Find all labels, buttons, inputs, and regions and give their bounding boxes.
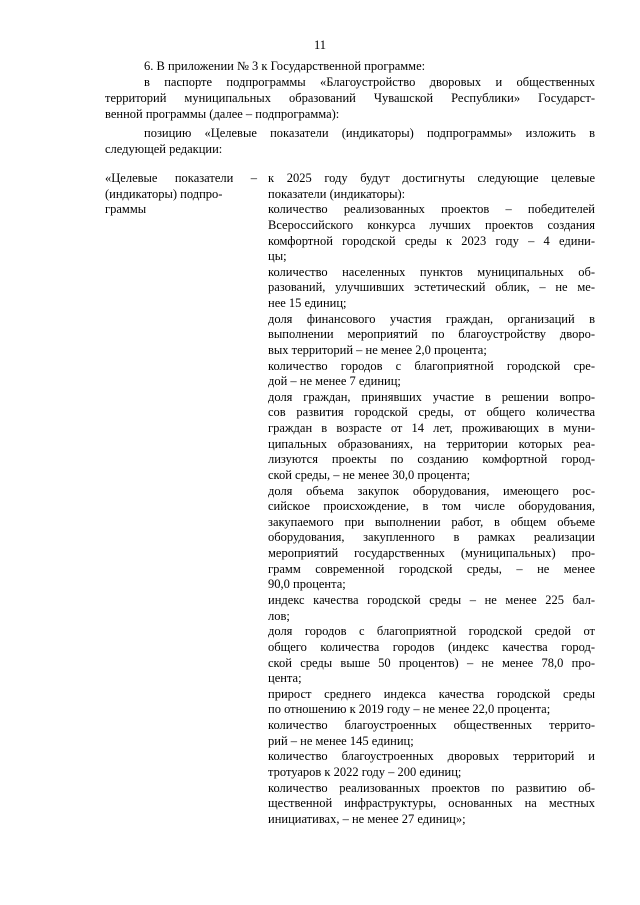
indicator-text-line: ской среды выше 50 процентов) – не менее 78,0 про- [268,655,595,670]
intro-line: 6. В приложении № 3 к Государственной программе: [144,59,426,73]
indicator-text-line: ской среды, – не менее 30,0 процента; [268,467,471,482]
indicator-heading-line: (индикаторы) подпро- [105,186,223,201]
indicator-text-line: закупаемого при выполнении работ, в общем объеме [268,514,595,529]
indicator-text-line: количество реализованных проектов – победителей [268,202,595,217]
indicator-text-line: нее 15 единиц; [268,296,347,311]
indicator-text-line: грамм современной городской среды, – не менее [268,561,595,576]
indicator-heading-line: граммы [105,202,147,217]
indicator-text-line: мероприятий государственных (муниципальных) про- [268,546,595,561]
indicator-text-line: доля граждан, принявших участие в решении вопро- [268,389,595,404]
indicator-text-line: выполнении мероприятий по благоустройству дворо- [268,327,595,342]
indicator-text-line: оборудования, закупленного в рамках реализации [268,530,595,545]
indicator-text-line: лов; [268,608,290,623]
indicator-text-line: граждан в возрасте от 14 лет, проживающих в муни- [268,421,595,436]
indicator-text-line: вых территорий – не менее 2,0 процента; [268,342,487,357]
indicator-text-line: сов развития городской среды, от общего количества [268,405,595,420]
intro-line: венной программы (далее – подпрограмма): [105,107,340,121]
indicator-text-line: доля объема закупок оборудования, имеющего рос- [268,483,595,498]
indicator-text-line: количество реализованных проектов по развитию об- [268,780,595,795]
indicator-text-line: количество благоустроенных общественных террито- [268,718,595,733]
indicator-text-line: прирост среднего индекса качества городской среды [268,686,595,701]
indicator-heading-line: «Целевые показатели – [105,171,257,185]
indicator-text-line: рий – не менее 145 единиц; [268,733,414,748]
indicator-text-line: Всероссийского конкурса лучших проектов создания [268,217,595,232]
indicator-text-line: дой – не менее 7 единиц; [268,374,401,389]
indicator-text-line: индекс качества городской среды – не менее 225 бал- [268,593,595,607]
indicator-text-line: показатели (индикаторы): [268,186,406,201]
page-number: 11 [313,38,327,52]
indicator-text-line: цента; [268,671,302,686]
indicator-text-line: щественной инфраструктуры, основанных на местных [268,796,595,811]
indicator-text-line: доля финансового участия граждан, организаций в [268,311,595,326]
indicator-text-line: 90,0 процента; [268,577,346,592]
indicator-text-line: комфортной городской среды к 2023 году – 4 едини- [268,233,595,248]
indicator-text-line: ципальных образованиях, на территории которых реа- [268,436,595,451]
indicator-text-line: инициативах, – не менее 27 единиц»; [268,811,466,826]
indicator-text-line: к 2025 году будут достигнуты следующие целевые [268,171,595,185]
intro-line: в паспорте подпрограммы «Благоустройство дворовых и общественных [144,75,595,89]
indicator-text-line: сийское происхождение, в том числе оборудования, [268,499,595,514]
indicator-text-line: по отношению к 2019 году – не менее 22,0 процента; [268,702,551,717]
indicator-text-line: доля городов с благоприятной городской средой от [268,624,595,639]
indicator-text-line: количество населенных пунктов муниципальных об- [268,264,595,279]
intro-line: позицию «Целевые показатели (индикаторы) подпрограммы» изложить в [144,126,595,140]
indicator-text-line: количество благоустроенных дворовых территорий и [268,749,595,764]
indicator-text-line: количество городов с благоприятной городской сре- [268,358,595,373]
indicator-text-line: разований, улучшивших эстетический облик, – не ме- [268,280,595,295]
intro-line: территорий муниципальных образований Чувашской Республики» Государст- [105,91,595,105]
indicator-text-line: цы; [268,249,287,264]
indicator-text-line: лизуются проекты по созданию комфортной город- [268,452,595,467]
intro-line: следующей редакции: [105,142,223,156]
indicator-text-line: тротуаров к 2022 году – 200 единиц; [268,764,462,779]
indicator-text-line: общего количества городов (индекс качества город- [268,639,595,654]
